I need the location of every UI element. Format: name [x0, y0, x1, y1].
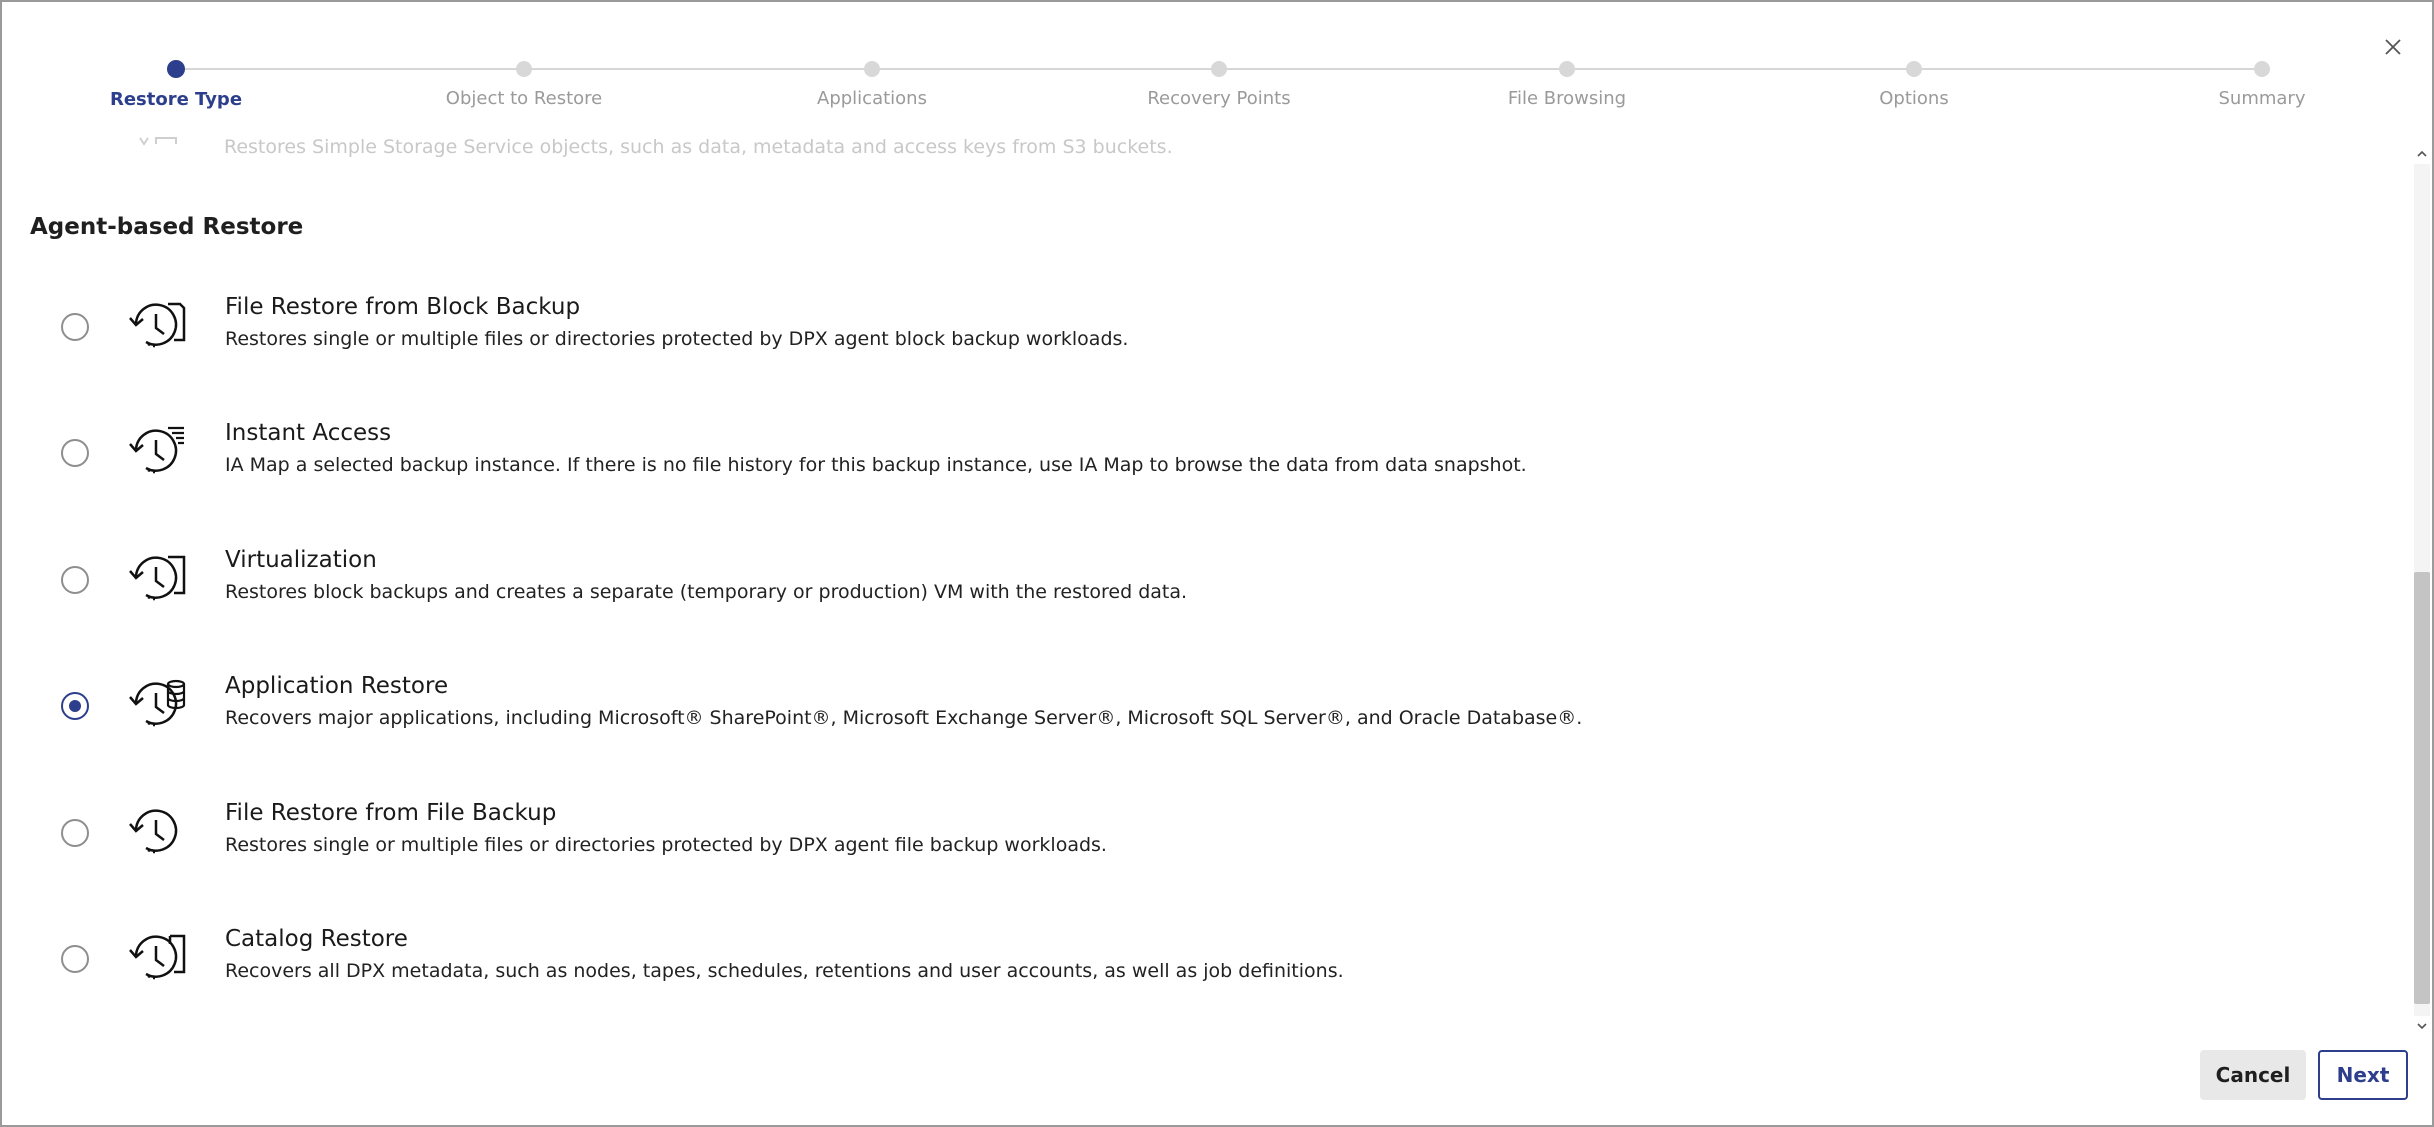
step-label: Options	[1879, 88, 1949, 109]
option-file-restore-block[interactable]	[2, 294, 2402, 408]
scrollbar-thumb[interactable]	[2414, 572, 2430, 1004]
option-file-restore-file[interactable]	[2, 800, 2402, 914]
step-label: Recovery Points	[1147, 88, 1291, 109]
step-options[interactable]	[1784, 52, 2044, 109]
step-label: Object to Restore	[445, 88, 603, 109]
step-dot	[1906, 61, 1922, 77]
step-label: File Browsing	[1507, 88, 1627, 109]
option-title: Application Restore	[225, 673, 449, 699]
option-application-restore[interactable]	[2, 673, 2402, 787]
restore-type-list[interactable]	[2, 136, 2412, 1031]
faded-option-description: Restores Simple Storage Service objects, such as data, metadata and access keys from S3 buckets.	[224, 136, 1173, 158]
step-object-to-restore[interactable]	[394, 52, 654, 109]
scroll-up-icon[interactable]	[2416, 148, 2428, 160]
option-catalog-restore[interactable]	[2, 926, 2402, 1031]
s3-bucket-icon	[136, 136, 186, 156]
step-file-browsing[interactable]	[1437, 52, 1697, 109]
option-title: File Restore from Block Backup	[225, 294, 581, 320]
option-instant-access[interactable]	[2, 420, 2402, 534]
step-restore-type[interactable]	[46, 52, 306, 110]
vertical-scrollbar[interactable]	[2412, 148, 2432, 1032]
option-description: Recovers major applications, including Microsoft® SharePoint®, Microsoft Exchange Server®, Microsoft SQL Server®, and Oracle Database®.	[225, 707, 1583, 729]
step-dot	[516, 61, 532, 77]
radio-button[interactable]	[61, 819, 89, 847]
step-label: Summary	[2218, 88, 2306, 109]
step-dot	[1559, 61, 1575, 77]
option-title: Virtualization	[225, 547, 377, 573]
option-description: Restores single or multiple files or directories protected by DPX agent block backup workloads.	[225, 328, 1129, 350]
history-database-icon	[126, 677, 186, 737]
radio-button[interactable]	[61, 313, 89, 341]
history-list-icon	[126, 424, 186, 484]
step-recovery-points[interactable]	[1089, 52, 1349, 109]
cancel-button[interactable]: Cancel	[2200, 1050, 2306, 1100]
step-label: Applications	[817, 88, 927, 109]
option-description: Restores block backups and creates a separate (temporary or production) VM with the restored data.	[225, 581, 1188, 603]
option-description: IA Map a selected backup instance. If there is no file history for this backup instance, use IA Map to browse the data from data snapshot.	[225, 454, 1527, 476]
option-description: Recovers all DPX metadata, such as nodes, tapes, schedules, retentions and user accounts, as well as job definitions.	[225, 960, 1344, 982]
step-dot	[1211, 61, 1227, 77]
radio-button[interactable]	[61, 945, 89, 973]
radio-button[interactable]	[61, 439, 89, 467]
step-dot	[167, 60, 185, 78]
option-title: Instant Access	[225, 420, 392, 446]
radio-button[interactable]	[61, 692, 89, 720]
option-virtualization[interactable]	[2, 547, 2402, 661]
option-title: Catalog Restore	[225, 926, 408, 952]
history-catalog-icon	[126, 930, 186, 990]
step-applications[interactable]	[742, 52, 1002, 109]
next-button[interactable]: Next	[2318, 1050, 2408, 1100]
option-description: Restores single or multiple files or directories protected by DPX agent file backup workloads.	[225, 834, 1107, 856]
step-label: Restore Type	[109, 89, 243, 110]
step-dot	[864, 61, 880, 77]
history-clock-icon	[126, 804, 186, 864]
step-dot	[2254, 61, 2270, 77]
step-summary[interactable]	[2132, 52, 2392, 109]
history-vm-icon	[126, 551, 186, 611]
option-title: File Restore from File Backup	[225, 800, 557, 826]
scroll-down-icon[interactable]	[2416, 1020, 2428, 1032]
wizard-stepper	[2, 52, 2434, 122]
section-title: Agent-based Restore	[30, 214, 304, 240]
radio-button[interactable]	[61, 566, 89, 594]
history-file-icon	[126, 298, 186, 358]
